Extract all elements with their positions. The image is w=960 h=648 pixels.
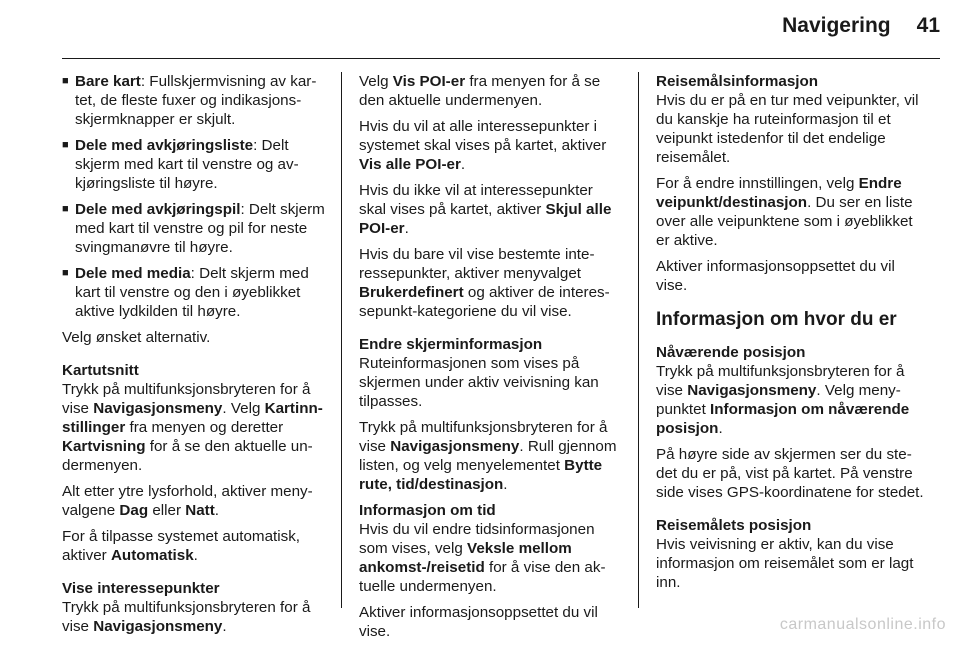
paragraph xyxy=(359,117,624,174)
menu-name: Vis alle POI-er xyxy=(359,156,461,173)
bullet-square-icon: ■ xyxy=(62,267,69,279)
option-description: : Fullskjermvisning av kartet, de fleste fuxer og indikasjonsskjermknapper er skjult. xyxy=(75,73,317,128)
menu-name: Endre veipunkt/destinasjon xyxy=(656,175,902,211)
menu-name: Navigasjonsmeny xyxy=(93,618,223,635)
text: For å tilpasse systemet automatisk, aktiver xyxy=(62,528,301,564)
text: . xyxy=(193,547,198,564)
heading-text: Nåværende posisjon xyxy=(656,344,806,361)
menu-name: Skjul alle POI-er xyxy=(359,201,612,237)
text: Trykk på multifunksjonsbryteren for å vise xyxy=(62,599,311,635)
option-description: : Delt skjerm med kart til venstre og den i øyeblikket aktive lydkilden til høyre. xyxy=(75,265,309,320)
bullet-square-icon: ■ xyxy=(62,203,69,215)
bullet-square-icon: ■ xyxy=(62,75,69,87)
menu-name: Bytte rute, tid/destinasjon xyxy=(359,457,603,493)
page-number: 41 xyxy=(916,14,940,37)
section-heading xyxy=(656,516,924,592)
section-heading xyxy=(359,335,624,411)
text: Trykk på multifunksjonsbryteren for å vise xyxy=(656,363,905,399)
paragraph xyxy=(359,418,624,494)
text: . xyxy=(718,420,723,437)
text: . xyxy=(404,220,409,237)
text: . Velg xyxy=(222,400,265,417)
watermark: carmanualsonline.info xyxy=(779,616,946,633)
text: og aktiver de interessepunkt-kategoriene du vil vise. xyxy=(359,284,610,320)
heading-text: Kartutsnitt xyxy=(62,362,139,379)
menu-name: Dag xyxy=(119,502,149,519)
text: . xyxy=(214,502,220,519)
menu-name: Navigasjonsmeny xyxy=(390,438,520,455)
column-middle xyxy=(359,72,624,648)
page-header xyxy=(782,14,940,38)
heading-text: Vise interessepunkter xyxy=(62,580,220,597)
paragraph: Aktiver informasjonsoppsettet du vil vise. xyxy=(656,258,895,294)
list-item xyxy=(62,200,326,257)
list-item xyxy=(62,72,326,129)
text: Velg xyxy=(359,73,393,90)
option-description: : Delt skjerm med kart til venstre og pil for neste svingmanøvre til høyre. xyxy=(75,201,325,256)
menu-name: Veksle mellom ankomst-/reisetid xyxy=(359,540,572,576)
text: Hvis du vil at alle interessepunkter i systemet skal vises på kartet, aktiver xyxy=(359,118,607,154)
text: for å se den aktuelle undermenyen. xyxy=(62,438,313,474)
paragraph: Velg ønsket alternativ. xyxy=(62,329,211,346)
section-heading xyxy=(656,72,924,167)
text: . Rull gjennom listen, og velg menyelementet xyxy=(359,438,617,474)
menu-name: Navigasjonsmeny xyxy=(687,382,817,399)
column-right xyxy=(656,72,924,599)
menu-name: Natt xyxy=(185,502,215,519)
paragraph xyxy=(359,72,624,110)
text: fra menyen og deretter xyxy=(125,419,284,436)
header-rule xyxy=(62,58,940,59)
text: Hvis du vil endre tidsinformasjonen som vises, velg xyxy=(359,521,595,557)
column-left xyxy=(62,72,326,643)
heading-text: Endre skjerminformasjon xyxy=(359,336,543,353)
text: For å endre innstillingen, velg xyxy=(656,175,859,192)
section-heading xyxy=(62,579,326,636)
text: eller xyxy=(148,502,186,519)
section-title: Informasjon om hvor du er xyxy=(656,309,897,330)
menu-name: Brukerdefinert xyxy=(359,284,464,301)
text: . xyxy=(222,618,227,635)
list-item xyxy=(62,264,326,321)
text: fra menyen for å se den aktuelle undermenyen. xyxy=(359,73,601,109)
option-name: Dele med avkjøringsliste xyxy=(75,137,254,154)
text: Hvis du er på en tur med veipunkter, vil du kanskje ha ruteinformasjon til et veipunkt istedenfor til det endelige reisemålet. xyxy=(656,92,919,166)
option-name: Dele med avkjøringspil xyxy=(75,201,241,218)
text: Trykk på multifunksjonsbryteren for å vise xyxy=(62,381,311,417)
menu-name: Vis POI-er xyxy=(392,73,466,90)
section-heading xyxy=(359,501,624,596)
section-heading xyxy=(656,343,924,438)
paragraph xyxy=(62,527,326,565)
text: Hvis du bare vil vise bestemte interessepunkter, aktiver menyvalget xyxy=(359,246,595,282)
menu-name: Kartvisning xyxy=(62,438,146,455)
heading-text: Reisemålsinformasjon xyxy=(656,73,819,90)
option-name: Bare kart xyxy=(75,73,141,90)
heading-text: Informasjon om tid xyxy=(359,502,496,519)
text: Alt etter ytre lysforhold, aktiver menyvalgene xyxy=(62,483,313,519)
text: . xyxy=(503,476,508,493)
paragraph: Aktiver informasjonsoppsettet du vil vise. xyxy=(359,604,598,640)
paragraph xyxy=(359,181,624,238)
paragraph xyxy=(62,482,326,520)
option-description: : Delt skjerm med kart til venstre og avkjøringsliste til høyre. xyxy=(75,137,299,192)
menu-name: Automatisk xyxy=(110,547,194,564)
text: . xyxy=(460,156,466,173)
heading-text: Reisemålets posisjon xyxy=(656,517,812,534)
text: Hvis veivisning er aktiv, kan du vise informasjon om reisemålet som er lagt inn. xyxy=(656,536,914,591)
text: for å vise den aktuelle undermenyen. xyxy=(359,559,606,595)
menu-name: Navigasjonsmeny xyxy=(93,400,223,417)
paragraph xyxy=(656,174,924,250)
text: Trykk på multifunksjonsbryteren for å vise xyxy=(359,419,608,455)
bullet-square-icon: ■ xyxy=(62,139,69,151)
page-title: Navigering xyxy=(782,14,891,37)
text: Hvis du ikke vil at interessepunkter skal vises på kartet, aktiver xyxy=(359,182,593,218)
text: . Du ser en liste over alle veipunktene som i øyeblikket er aktive. xyxy=(656,194,913,249)
menu-name: Kartinnstillinger xyxy=(62,400,323,436)
column-divider xyxy=(638,72,639,608)
paragraph xyxy=(359,245,624,321)
paragraph: På høyre side av skjermen ser du stedet du er på, vist på kartet. På venstre side vises GPS-koordinatene for stedet. xyxy=(656,446,924,501)
column-divider xyxy=(341,72,342,608)
option-name: Dele med media xyxy=(75,265,191,282)
text: Ruteinformasjonen som vises på skjermen under aktiv veivisning kan tilpasses. xyxy=(359,355,599,410)
menu-name: Informasjon om nåværende posisjon xyxy=(656,401,910,437)
text: . Velg menypunktet xyxy=(656,382,901,418)
list-item xyxy=(62,136,326,193)
section-heading xyxy=(62,361,326,475)
